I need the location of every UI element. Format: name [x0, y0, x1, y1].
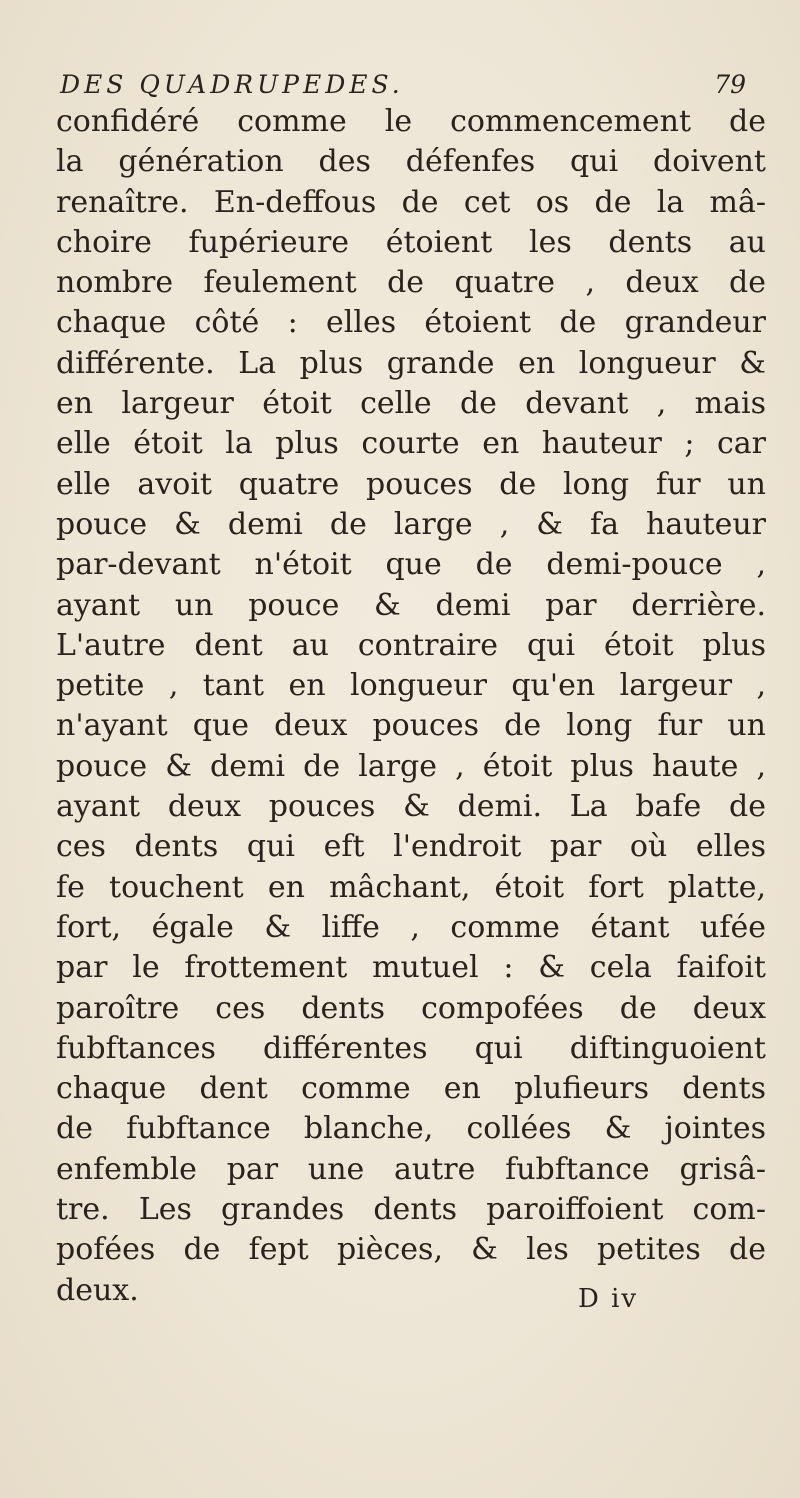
text-line: la génération des défenfes qui doivent — [56, 144, 766, 180]
text-line: pouce & demi de large , étoit plus haute , — [56, 748, 766, 784]
text-line: fort, égale & liffe , comme étant ufée — [56, 909, 766, 945]
text-line: paroître ces dents compofées de deux — [56, 990, 766, 1026]
text-line: fubftances différentes qui diftinguoient — [56, 1030, 766, 1066]
text-line: tre. Les grandes dents paroiffoient com- — [56, 1192, 766, 1228]
text-line: deux. — [56, 1272, 139, 1308]
text-line: pouce & demi de large , & fa hauteur — [56, 506, 766, 542]
text-line: par le frottement mutuel : & cela faifoit — [56, 950, 766, 986]
text-line: choire fupérieure étoient les dents au — [56, 224, 766, 260]
text-line: confidéré comme le commencement de — [56, 104, 766, 139]
text-line: enfemble par une autre fubftance grisâ- — [56, 1151, 766, 1187]
text-line: petite , tant en longueur qu'en largeur , — [56, 668, 766, 704]
text-line: elle étoit la plus courte en hauteur ; car — [56, 426, 766, 462]
text-line: en largeur étoit celle de devant , mais — [56, 386, 766, 422]
running-head-title: DES QUADRUPEDES. — [60, 70, 404, 99]
text-line: elle avoit quatre pouces de long fur un — [56, 466, 766, 502]
text-line: renaître. En-deffous de cet os de la mâ- — [56, 184, 766, 220]
text-line: L'autre dent au contraire qui étoit plus — [56, 627, 766, 663]
text-line: de fubftance blanche, collées & jointes — [56, 1111, 766, 1147]
text-line: n'ayant que deux pouces de long fur un — [56, 708, 766, 744]
text-line: fe touchent en mâchant, étoit fort platte, — [56, 869, 766, 905]
text-line: pofées de fept pièces, & les petites de — [56, 1232, 766, 1268]
text-line: chaque côté : elles étoient de grandeur — [56, 305, 766, 341]
text-line: ces dents qui eft l'endroit par où elles — [56, 829, 766, 865]
signature-mark: D iv — [578, 1284, 639, 1314]
page-number: 79 — [714, 70, 746, 99]
text-line: ayant un pouce & demi par derrière. — [56, 587, 766, 623]
text-line: nombre feulement de quatre , deux de — [56, 265, 766, 301]
text-line: par-devant n'étoit que de demi-pouce , — [56, 547, 766, 583]
body-text — [56, 102, 766, 1311]
text-line: chaque dent comme en plufieurs dents — [56, 1071, 766, 1107]
text-line: différente. La plus grande en longueur & — [56, 345, 766, 381]
text-line: ayant deux pouces & demi. La bafe de — [56, 789, 766, 825]
